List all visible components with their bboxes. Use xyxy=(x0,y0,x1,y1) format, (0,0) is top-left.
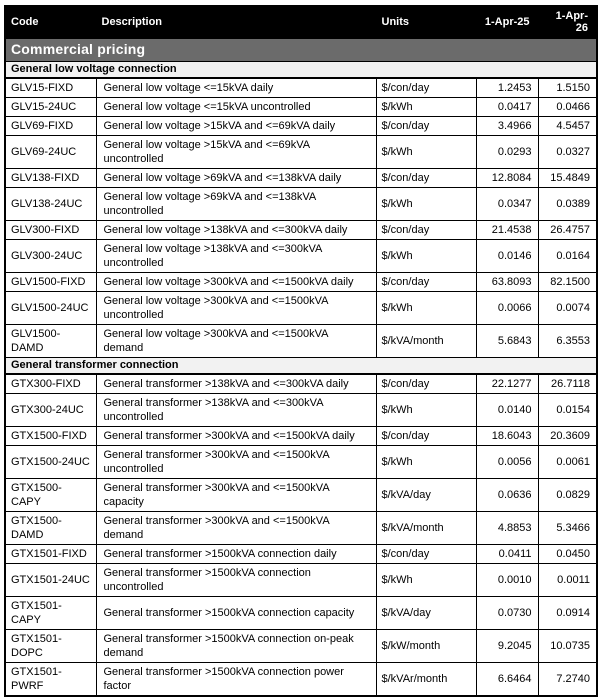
section-header-row xyxy=(5,62,597,79)
description-cell: General transformer >138kVA and <=300kVA daily xyxy=(96,374,376,394)
price-2025-cell: 6.6464 xyxy=(476,663,538,697)
table-row xyxy=(5,427,597,446)
price-2025-cell: 0.0636 xyxy=(476,479,538,512)
code-cell: GLV138-24UC xyxy=(5,188,96,221)
price-2025-cell: 5.6843 xyxy=(476,325,538,358)
code-cell: GTX1500-24UC xyxy=(5,446,96,479)
price-2026-cell: 0.0327 xyxy=(538,136,597,169)
price-2026-cell: 15.4849 xyxy=(538,169,597,188)
table-row xyxy=(5,545,597,564)
units-cell: $/kVA/day xyxy=(376,597,476,630)
code-cell: GTX1501-CAPY xyxy=(5,597,96,630)
price-2026-cell: 0.0829 xyxy=(538,479,597,512)
price-2026-cell: 5.3466 xyxy=(538,512,597,545)
price-2025-cell: 0.0347 xyxy=(476,188,538,221)
price-2026-cell: 0.0466 xyxy=(538,98,597,117)
units-cell: $/con/day xyxy=(376,78,476,98)
code-cell: GLV69-24UC xyxy=(5,136,96,169)
price-2026-cell: 0.0011 xyxy=(538,564,597,597)
table-row xyxy=(5,188,597,221)
column-header-apr26: 1-Apr-26 xyxy=(538,6,597,39)
price-2026-cell: 26.7118 xyxy=(538,374,597,394)
price-2026-cell: 0.0061 xyxy=(538,446,597,479)
price-2025-cell: 0.0730 xyxy=(476,597,538,630)
units-cell: $/con/day xyxy=(376,374,476,394)
table-row xyxy=(5,78,597,98)
description-cell: General low voltage >15kVA and <=69kVA daily xyxy=(96,117,376,136)
price-2025-cell: 18.6043 xyxy=(476,427,538,446)
price-2025-cell: 1.2453 xyxy=(476,78,538,98)
units-cell: $/kWh xyxy=(376,292,476,325)
code-cell: GTX300-24UC xyxy=(5,394,96,427)
table-row xyxy=(5,394,597,427)
description-cell: General low voltage >69kVA and <=138kVA daily xyxy=(96,169,376,188)
description-cell: General low voltage >300kVA and <=1500kVA demand xyxy=(96,325,376,358)
column-header-units: Units xyxy=(376,6,476,39)
table-row xyxy=(5,512,597,545)
price-2025-cell: 21.4538 xyxy=(476,221,538,240)
price-2025-cell: 0.0293 xyxy=(476,136,538,169)
table-body xyxy=(5,39,597,697)
price-2025-cell: 3.4966 xyxy=(476,117,538,136)
price-2026-cell: 82.1500 xyxy=(538,273,597,292)
price-2025-cell: 4.8853 xyxy=(476,512,538,545)
section-title: General low voltage connection xyxy=(5,62,597,79)
price-2026-cell: 20.3609 xyxy=(538,427,597,446)
code-cell: GTX1500-CAPY xyxy=(5,479,96,512)
code-cell: GLV15-24UC xyxy=(5,98,96,117)
code-cell: GLV1500-24UC xyxy=(5,292,96,325)
units-cell: $/con/day xyxy=(376,273,476,292)
units-cell: $/kVA/day xyxy=(376,479,476,512)
description-cell: General transformer >1500kVA connection on-peak demand xyxy=(96,630,376,663)
table-row xyxy=(5,446,597,479)
code-cell: GLV300-FIXD xyxy=(5,221,96,240)
pricing-group-header-row xyxy=(5,39,597,62)
units-cell: $/kWh xyxy=(376,394,476,427)
price-2025-cell: 63.8093 xyxy=(476,273,538,292)
description-cell: General low voltage <=15kVA uncontrolled xyxy=(96,98,376,117)
price-2026-cell: 4.5457 xyxy=(538,117,597,136)
section-title: General transformer connection xyxy=(5,358,597,375)
units-cell: $/kWh xyxy=(376,446,476,479)
table-row xyxy=(5,117,597,136)
code-cell: GTX1501-24UC xyxy=(5,564,96,597)
code-cell: GTX1501-DOPC xyxy=(5,630,96,663)
table-row xyxy=(5,98,597,117)
price-2025-cell: 0.0411 xyxy=(476,545,538,564)
units-cell: $/con/day xyxy=(376,427,476,446)
units-cell: $/kVAr/month xyxy=(376,663,476,697)
table-row xyxy=(5,374,597,394)
units-cell: $/kW/month xyxy=(376,630,476,663)
table-row xyxy=(5,240,597,273)
description-cell: General transformer >300kVA and <=1500kVA daily xyxy=(96,427,376,446)
table-row xyxy=(5,564,597,597)
price-2025-cell: 9.2045 xyxy=(476,630,538,663)
code-cell: GLV300-24UC xyxy=(5,240,96,273)
price-2026-cell: 0.0154 xyxy=(538,394,597,427)
code-cell: GTX1500-DAMD xyxy=(5,512,96,545)
code-cell: GTX1500-FIXD xyxy=(5,427,96,446)
price-2025-cell: 0.0417 xyxy=(476,98,538,117)
description-cell: General transformer >1500kVA connection capacity xyxy=(96,597,376,630)
code-cell: GLV1500-FIXD xyxy=(5,273,96,292)
units-cell: $/con/day xyxy=(376,221,476,240)
code-cell: GLV69-FIXD xyxy=(5,117,96,136)
column-header-apr25: 1-Apr-25 xyxy=(476,6,538,39)
price-2025-cell: 22.1277 xyxy=(476,374,538,394)
table-row xyxy=(5,221,597,240)
description-cell: General transformer >300kVA and <=1500kVA capacity xyxy=(96,479,376,512)
price-2026-cell: 10.0735 xyxy=(538,630,597,663)
price-2025-cell: 0.0066 xyxy=(476,292,538,325)
price-2026-cell: 0.0389 xyxy=(538,188,597,221)
column-header-row xyxy=(5,6,597,39)
description-cell: General transformer >138kVA and <=300kVA uncontrolled xyxy=(96,394,376,427)
description-cell: General transformer >300kVA and <=1500kVA demand xyxy=(96,512,376,545)
description-cell: General low voltage >300kVA and <=1500kVA daily xyxy=(96,273,376,292)
table-header xyxy=(5,6,597,39)
units-cell: $/kVA/month xyxy=(376,512,476,545)
description-cell: General low voltage <=15kVA daily xyxy=(96,78,376,98)
code-cell: GTX1501-FIXD xyxy=(5,545,96,564)
table-row xyxy=(5,597,597,630)
column-header-description: Description xyxy=(96,6,376,39)
price-2025-cell: 0.0146 xyxy=(476,240,538,273)
price-2026-cell: 1.5150 xyxy=(538,78,597,98)
units-cell: $/kWh xyxy=(376,564,476,597)
table-row xyxy=(5,325,597,358)
description-cell: General transformer >1500kVA connection daily xyxy=(96,545,376,564)
price-2025-cell: 0.0010 xyxy=(476,564,538,597)
units-cell: $/kWh xyxy=(376,136,476,169)
code-cell: GTX300-FIXD xyxy=(5,374,96,394)
units-cell: $/kWh xyxy=(376,240,476,273)
price-2025-cell: 12.8084 xyxy=(476,169,538,188)
column-header-code: Code xyxy=(5,6,96,39)
description-cell: General transformer >300kVA and <=1500kVA uncontrolled xyxy=(96,446,376,479)
price-2025-cell: 0.0056 xyxy=(476,446,538,479)
code-cell: GLV15-FIXD xyxy=(5,78,96,98)
units-cell: $/kWh xyxy=(376,98,476,117)
price-2026-cell: 6.3553 xyxy=(538,325,597,358)
table-row xyxy=(5,273,597,292)
table-row xyxy=(5,292,597,325)
table-row xyxy=(5,136,597,169)
units-cell: $/con/day xyxy=(376,117,476,136)
code-cell: GLV1500-DAMD xyxy=(5,325,96,358)
code-cell: GTX1501-PWRF xyxy=(5,663,96,697)
pricing-table xyxy=(4,5,598,697)
units-cell: $/kVA/month xyxy=(376,325,476,358)
code-cell: GLV138-FIXD xyxy=(5,169,96,188)
description-cell: General low voltage >138kVA and <=300kVA daily xyxy=(96,221,376,240)
price-2026-cell: 7.2740 xyxy=(538,663,597,697)
units-cell: $/con/day xyxy=(376,545,476,564)
pricing-group-title: Commercial pricing xyxy=(5,39,597,62)
description-cell: General low voltage >300kVA and <=1500kVA uncontrolled xyxy=(96,292,376,325)
description-cell: General transformer >1500kVA connection uncontrolled xyxy=(96,564,376,597)
description-cell: General low voltage >69kVA and <=138kVA uncontrolled xyxy=(96,188,376,221)
price-2026-cell: 0.0450 xyxy=(538,545,597,564)
table-row xyxy=(5,479,597,512)
price-2026-cell: 26.4757 xyxy=(538,221,597,240)
price-2026-cell: 0.0074 xyxy=(538,292,597,325)
description-cell: General low voltage >138kVA and <=300kVA uncontrolled xyxy=(96,240,376,273)
description-cell: General low voltage >15kVA and <=69kVA uncontrolled xyxy=(96,136,376,169)
price-2025-cell: 0.0140 xyxy=(476,394,538,427)
description-cell: General transformer >1500kVA connection power factor xyxy=(96,663,376,697)
table-row xyxy=(5,630,597,663)
price-2026-cell: 0.0164 xyxy=(538,240,597,273)
units-cell: $/con/day xyxy=(376,169,476,188)
table-row xyxy=(5,663,597,697)
units-cell: $/kWh xyxy=(376,188,476,221)
price-2026-cell: 0.0914 xyxy=(538,597,597,630)
table-row xyxy=(5,169,597,188)
section-header-row xyxy=(5,358,597,375)
